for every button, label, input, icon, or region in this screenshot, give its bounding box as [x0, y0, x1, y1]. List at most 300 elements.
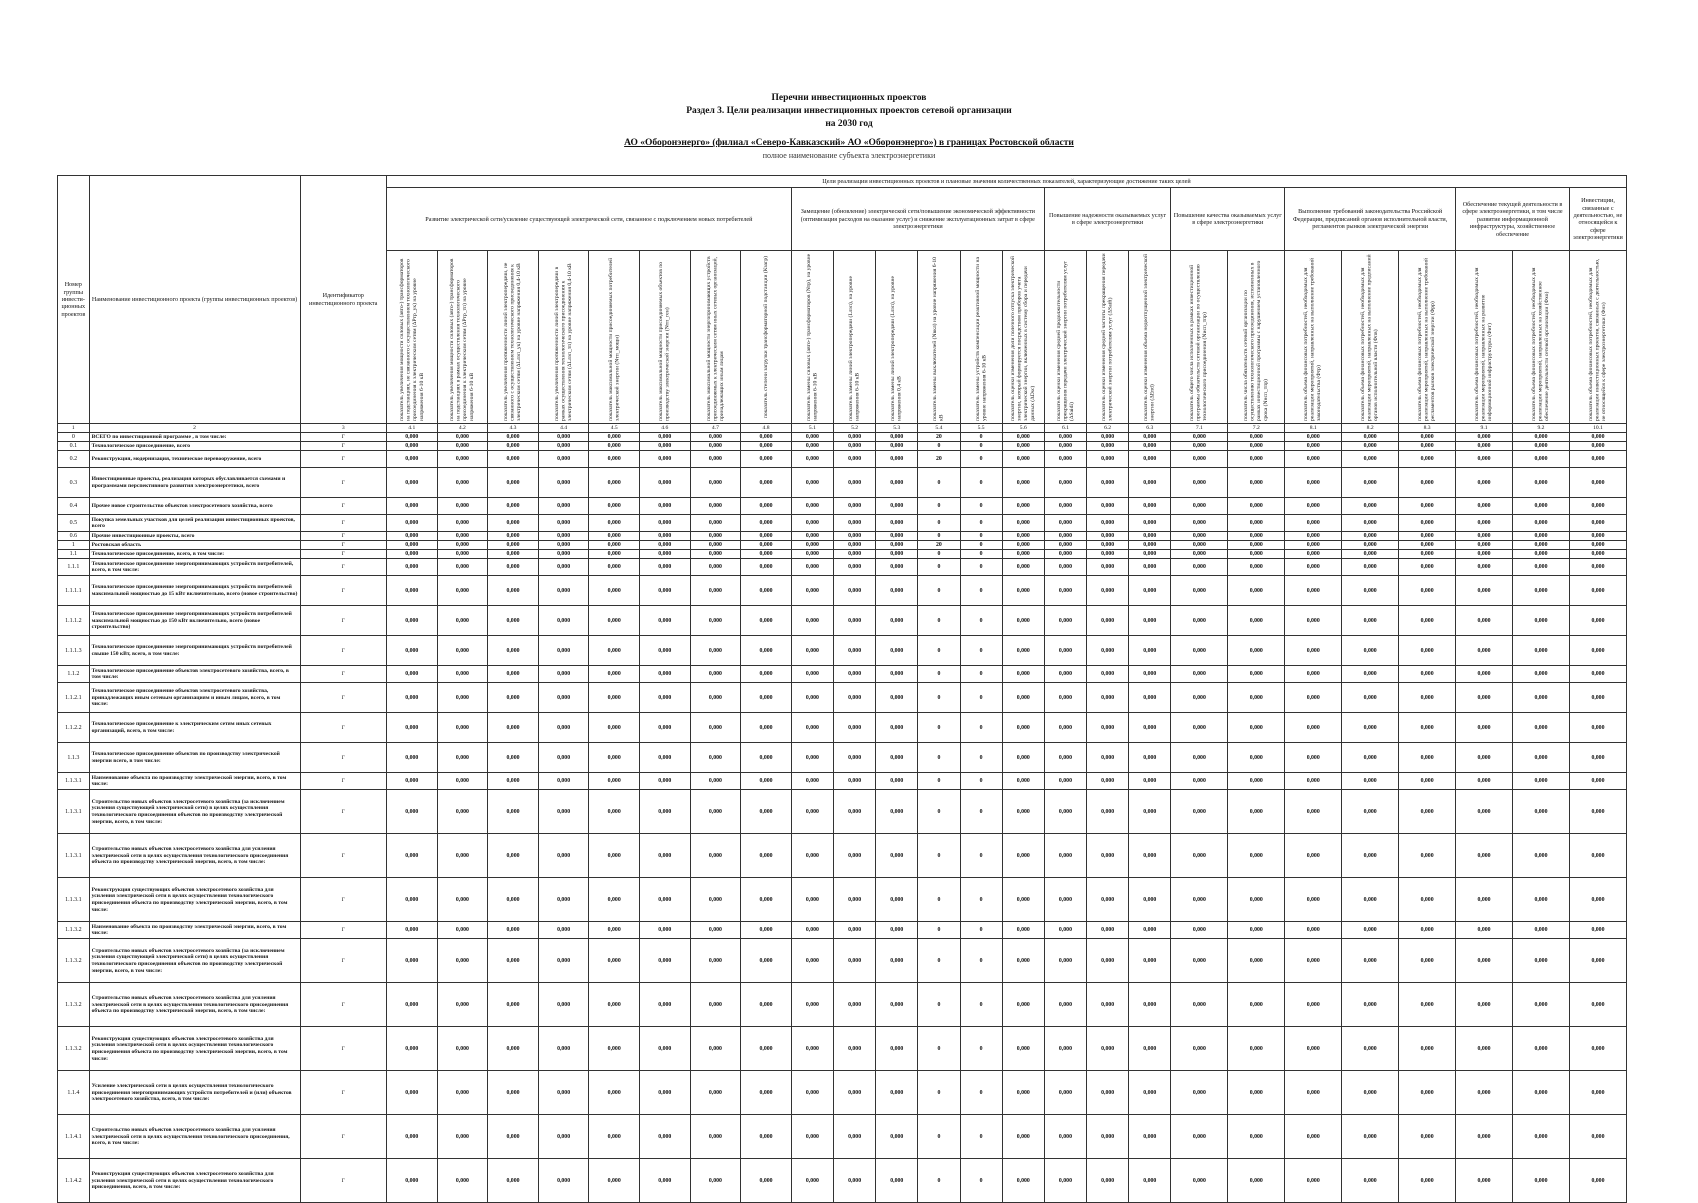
value-cell: 0,000 [1087, 790, 1129, 834]
column-index-cell: 4.1 [386, 424, 437, 433]
value-cell: 0,000 [1399, 468, 1456, 498]
value-cell: 0,000 [1569, 834, 1626, 878]
value-cell: 0,000 [1285, 442, 1342, 451]
value-cell: 0 [918, 468, 960, 498]
table-row [58, 1115, 1627, 1159]
value-cell: 0,000 [437, 834, 488, 878]
value-cell: 0,000 [1087, 743, 1129, 773]
indicator-header [690, 251, 741, 424]
row-identifier: Г [300, 498, 386, 515]
value-cell: 0,000 [690, 683, 741, 713]
table-row [58, 636, 1627, 666]
value-cell: 0,000 [437, 713, 488, 743]
value-cell: 0,000 [1044, 922, 1086, 939]
value-cell: 0,000 [1087, 515, 1129, 532]
indicator-header [1228, 251, 1285, 424]
value-cell: 0,000 [1513, 550, 1570, 559]
value-cell: 0,000 [589, 878, 640, 922]
value-cell: 0,000 [1129, 468, 1171, 498]
value-cell: 0,000 [1399, 451, 1456, 468]
row-name: Ростовская область [89, 541, 300, 550]
value-cell: 0,000 [1171, 541, 1228, 550]
value-cell: 0,000 [1171, 433, 1228, 442]
value-cell: 0,000 [1171, 515, 1228, 532]
value-cell: 0,000 [876, 468, 918, 498]
table-row [58, 878, 1627, 922]
value-cell: 0,000 [791, 433, 833, 442]
value-cell: 0,000 [437, 773, 488, 790]
value-cell: 0,000 [1228, 532, 1285, 541]
value-cell: 0,000 [538, 532, 589, 541]
row-number: 1.1.2.1 [58, 683, 90, 713]
value-cell: 0,000 [488, 939, 539, 983]
value-cell: 0,000 [1087, 559, 1129, 576]
value-cell: 0,000 [1285, 498, 1342, 515]
row-name: Усиление электрической сети в целях осуществления технологического присоединения энергопринимающих устройств потребителей и (или) объектов электросетевого хозяйства, всего, в том числе: [89, 1071, 300, 1115]
indicator-header [876, 251, 918, 424]
value-cell: 0 [960, 541, 1002, 550]
value-cell: 0,000 [690, 1071, 741, 1115]
indicator-header-text: показатель замены устройств компенсации реактивной мощности на уровне напряжения 6-10 кВ [974, 257, 988, 422]
value-cell: 0,000 [538, 498, 589, 515]
value-cell: 0,000 [1399, 939, 1456, 983]
document-title-block [0, 92, 1698, 161]
value-cell: 0,000 [690, 559, 741, 576]
table-row [58, 773, 1627, 790]
value-cell: 0,000 [1044, 498, 1086, 515]
value-cell: 0 [918, 666, 960, 683]
value-cell: 0,000 [876, 1159, 918, 1203]
value-cell: 0,000 [1456, 532, 1513, 541]
value-cell: 0,000 [1002, 576, 1044, 606]
value-cell: 0,000 [1513, 576, 1570, 606]
value-cell: 0,000 [437, 433, 488, 442]
value-cell: 0,000 [741, 1027, 792, 1071]
row-number: 1.1.3.2 [58, 922, 90, 939]
value-cell: 0,000 [1002, 606, 1044, 636]
table-row [58, 713, 1627, 743]
value-cell: 0,000 [538, 666, 589, 683]
value-cell: 0,000 [1342, 498, 1399, 515]
value-cell: 0 [918, 790, 960, 834]
indicator-header [741, 251, 792, 424]
value-cell: 0,000 [1129, 606, 1171, 636]
value-cell: 0,000 [741, 773, 792, 790]
value-cell: 0,000 [1044, 983, 1086, 1027]
value-cell: 0,000 [640, 1071, 691, 1115]
value-cell: 0,000 [1342, 433, 1399, 442]
row-identifier: Г [300, 442, 386, 451]
value-cell: 0,000 [538, 1071, 589, 1115]
value-cell: 0,000 [437, 1071, 488, 1115]
table-row [58, 550, 1627, 559]
value-cell: 0,000 [538, 743, 589, 773]
value-cell: 0,000 [1342, 1115, 1399, 1159]
value-cell: 0 [960, 451, 1002, 468]
value-cell: 0,000 [1285, 713, 1342, 743]
value-cell: 0,000 [876, 878, 918, 922]
value-cell: 0 [960, 713, 1002, 743]
value-cell: 0,000 [488, 559, 539, 576]
value-cell: 0,000 [1456, 834, 1513, 878]
row-number: 1 [58, 541, 90, 550]
indicator-header-text: показатель замены выключателей (Nвкл) на уровне напряжения 6-10 кВ [932, 257, 945, 422]
row-number: 0.6 [58, 532, 90, 541]
table-row [58, 498, 1627, 515]
value-cell: 0,000 [488, 790, 539, 834]
indicator-header-text: показатель общего числа исполненных в рамках инвестиционной программы обязательств сетевой организации по осуществлению технологического присоединения (Nисп_тпр) [1189, 264, 1209, 422]
value-cell: 0 [960, 773, 1002, 790]
value-cell: 0,000 [1342, 983, 1399, 1027]
table-row [58, 1159, 1627, 1203]
value-cell: 0,000 [1228, 451, 1285, 468]
value-cell: 0,000 [1569, 433, 1626, 442]
table-row [58, 790, 1627, 834]
value-cell: 0,000 [1228, 1115, 1285, 1159]
value-cell: 0,000 [690, 606, 741, 636]
value-cell: 0,000 [1456, 636, 1513, 666]
column-index-cell: 6.2 [1087, 424, 1129, 433]
value-cell: 0,000 [791, 1115, 833, 1159]
value-cell: 0 [960, 433, 1002, 442]
value-cell: 0 [918, 576, 960, 606]
value-cell: 0,000 [1002, 1159, 1044, 1203]
value-cell: 0,000 [589, 773, 640, 790]
value-cell: 0,000 [1129, 550, 1171, 559]
value-cell: 0,000 [741, 713, 792, 743]
row-identifier: Г [300, 1115, 386, 1159]
value-cell: 0,000 [1002, 515, 1044, 532]
table-row [58, 666, 1627, 683]
value-cell: 0,000 [1129, 983, 1171, 1027]
value-cell: 0,000 [1342, 666, 1399, 683]
value-cell: 0 [960, 442, 1002, 451]
value-cell: 0,000 [488, 1027, 539, 1071]
value-cell: 0 [960, 515, 1002, 532]
value-cell: 0,000 [1129, 922, 1171, 939]
row-number: 1.1.3.2 [58, 939, 90, 983]
value-cell: 0,000 [690, 713, 741, 743]
value-cell: 0,000 [1002, 983, 1044, 1027]
value-cell: 0,000 [640, 790, 691, 834]
value-cell: 0,000 [1569, 1071, 1626, 1115]
value-cell: 0,000 [1044, 433, 1086, 442]
row-name: Реконструкция существующих объектов электросетевого хозяйства для усиления электрической сети в целях осуществления технологического присоединения объекта по производству электрической энергии, всего, в том числе: [89, 878, 300, 922]
value-cell: 0,000 [1342, 515, 1399, 532]
value-cell: 0,000 [1171, 532, 1228, 541]
column-index-cell: 5.1 [791, 424, 833, 433]
value-cell: 0,000 [589, 939, 640, 983]
row-name: Строительство новых объектов электросетевого хозяйства (за исключением усиления существующей электрической сети) в целях осуществления технологического присоединения объектов по производству электрической энергии, всего, в том числе: [89, 939, 300, 983]
investment-goals-table [57, 175, 1627, 1203]
value-cell: 0,000 [1342, 451, 1399, 468]
value-cell: 0,000 [1044, 1159, 1086, 1203]
value-cell: 0,000 [386, 541, 437, 550]
row-number: 1.1.3.2 [58, 1027, 90, 1071]
row-name: ВСЕГО по инвестиционной программе , в том числе: [89, 433, 300, 442]
value-cell: 0,000 [1044, 666, 1086, 683]
value-cell: 0,000 [488, 713, 539, 743]
value-cell: 0,000 [876, 983, 918, 1027]
value-cell: 0,000 [640, 1159, 691, 1203]
value-cell: 0,000 [1087, 1027, 1129, 1071]
value-cell: 0,000 [1044, 532, 1086, 541]
value-cell: 0,000 [791, 790, 833, 834]
value-cell: 0,000 [1171, 1115, 1228, 1159]
value-cell: 0,000 [690, 666, 741, 683]
value-cell: 0,000 [1171, 1027, 1228, 1071]
row-identifier: Г [300, 683, 386, 713]
value-cell: 0,000 [1399, 606, 1456, 636]
value-cell: 0 [918, 878, 960, 922]
value-cell: 0,000 [1044, 559, 1086, 576]
value-cell: 0,000 [640, 1115, 691, 1159]
value-cell: 0,000 [741, 576, 792, 606]
indicator-header-text: показатель числа обязательств сетевой организации по осуществлению технологического присоединения, исполненных в рамках инвестиционной программы с нарушением установленного срока (Nнсп_тпр) [1243, 261, 1269, 422]
value-cell: 0,000 [1513, 498, 1570, 515]
value-cell: 0,000 [1285, 1159, 1342, 1203]
indicator-header-text: показатель объема финансовых потребностей, необходимых для реализации мероприятий, направленных на выполнение требований регламентов рынков электрической энергии (Фрр) [1417, 258, 1437, 422]
indicator-header [1513, 251, 1570, 424]
table-row [58, 683, 1627, 713]
value-cell: 0,000 [834, 550, 876, 559]
value-cell: 0,000 [488, 433, 539, 442]
value-cell: 0,000 [834, 515, 876, 532]
row-identifier: Г [300, 541, 386, 550]
value-cell: 0,000 [1569, 939, 1626, 983]
value-cell: 0,000 [1342, 559, 1399, 576]
value-cell: 0,000 [538, 559, 589, 576]
value-cell: 0,000 [1002, 878, 1044, 922]
value-cell: 0,000 [1228, 878, 1285, 922]
value-cell: 0,000 [1171, 559, 1228, 576]
value-cell: 0,000 [1171, 550, 1228, 559]
row-number: 1.1.1.2 [58, 606, 90, 636]
value-cell: 0,000 [1456, 1115, 1513, 1159]
indicator-header-text: показатель объема финансовых потребностей, необходимых для реализации мероприятий, направленных на хозяйственное обеспечение деятельности сетевой организации (Фхо) [1531, 267, 1551, 422]
value-cell: 0,000 [1129, 790, 1171, 834]
value-cell: 0,000 [1513, 532, 1570, 541]
value-cell: 0 [918, 939, 960, 983]
value-cell: 0,000 [791, 1027, 833, 1071]
row-identifier: Г [300, 743, 386, 773]
value-cell: 0,000 [538, 515, 589, 532]
indicator-header [1171, 251, 1228, 424]
value-cell: 0,000 [1228, 606, 1285, 636]
value-cell: 0,000 [834, 1159, 876, 1203]
value-cell: 0,000 [834, 1071, 876, 1115]
value-cell: 0,000 [538, 606, 589, 636]
value-cell: 0,000 [1171, 606, 1228, 636]
value-cell: 0,000 [690, 433, 741, 442]
value-cell: 0,000 [876, 922, 918, 939]
value-cell: 0,000 [1129, 939, 1171, 983]
indicator-header [1399, 251, 1456, 424]
value-cell: 0,000 [437, 532, 488, 541]
row-number: 1.1.3 [58, 743, 90, 773]
value-cell: 0,000 [791, 939, 833, 983]
value-cell: 0,000 [1002, 790, 1044, 834]
column-index-cell: 5.6 [1002, 424, 1044, 433]
value-cell: 0 [960, 790, 1002, 834]
value-cell: 0,000 [791, 713, 833, 743]
value-cell: 0,000 [1569, 1159, 1626, 1203]
indicator-header-text: показатель увеличения мощности силовых (авто-) трансформаторов на подстанциях в рамках осуществления технологического присоединения к электрическим сетям (ΔPтр_тп) на уровне напряжения 6-10 кВ [449, 258, 475, 422]
value-cell: 0,000 [1513, 666, 1570, 683]
value-cell: 0,000 [386, 433, 437, 442]
value-cell: 0,000 [589, 1027, 640, 1071]
value-cell: 0,000 [1399, 922, 1456, 939]
value-cell: 0,000 [538, 683, 589, 713]
value-cell: 0,000 [1129, 713, 1171, 743]
indicator-header-text: показатель максимальной мощности присоединяемых потребителей электрической энергии (Nтп_мощн) [607, 258, 621, 422]
column-index-cell: 4.7 [690, 424, 741, 433]
value-cell: 0,000 [437, 683, 488, 713]
value-cell: 0,000 [690, 878, 741, 922]
value-cell: 0,000 [538, 922, 589, 939]
value-cell: 0,000 [386, 451, 437, 468]
value-cell: 0,000 [1087, 983, 1129, 1027]
value-cell: 0,000 [538, 939, 589, 983]
value-cell: 0,000 [876, 636, 918, 666]
value-cell: 0,000 [741, 433, 792, 442]
value-cell: 0,000 [834, 451, 876, 468]
value-cell: 0,000 [1399, 532, 1456, 541]
value-cell: 0,000 [1285, 922, 1342, 939]
value-cell: 0,000 [437, 576, 488, 606]
value-cell: 0,000 [690, 983, 741, 1027]
indicator-header [437, 251, 488, 424]
value-cell: 0,000 [1285, 666, 1342, 683]
value-cell: 0,000 [741, 1071, 792, 1115]
indicator-header-text: показатель увеличения протяженности линий электропередачи, не связанного с осуществлением технологического присоединения к электрическим сетям (ΔLлэп_ук) на уровне напряжения 0,4-10 кВ [503, 263, 523, 422]
row-number: 1.1.3.2 [58, 983, 90, 1027]
value-cell: 0,000 [1399, 550, 1456, 559]
row-number: 0.5 [58, 515, 90, 532]
value-cell: 0,000 [1285, 878, 1342, 922]
row-name: Инвестиционные проекты, реализация которых обуславливается схемами и программами перспективного развития электроэнергетики, всего [89, 468, 300, 498]
value-cell: 0,000 [1513, 606, 1570, 636]
column-index-cell: 5.2 [834, 424, 876, 433]
value-cell: 0,000 [1044, 743, 1086, 773]
row-number: 0.4 [58, 498, 90, 515]
value-cell: 0,000 [1171, 468, 1228, 498]
value-cell: 0 [918, 773, 960, 790]
value-cell: 0,000 [538, 878, 589, 922]
value-cell: 0,000 [1456, 790, 1513, 834]
row-identifier: Г [300, 451, 386, 468]
value-cell: 0,000 [1228, 1027, 1285, 1071]
value-cell: 0,000 [1044, 541, 1086, 550]
row-identifier: Г [300, 576, 386, 606]
value-cell: 0,000 [876, 666, 918, 683]
value-cell: 0,000 [386, 559, 437, 576]
value-cell: 0,000 [690, 1115, 741, 1159]
table-row [58, 468, 1627, 498]
value-cell: 0,000 [1285, 1071, 1342, 1115]
value-cell: 0,000 [640, 773, 691, 790]
value-cell: 0,000 [1342, 939, 1399, 983]
value-cell: 0,000 [834, 1115, 876, 1159]
value-cell: 0,000 [1129, 576, 1171, 606]
value-cell: 0,000 [791, 451, 833, 468]
value-cell: 0,000 [1342, 922, 1399, 939]
value-cell: 0,000 [640, 713, 691, 743]
value-cell: 0,000 [741, 606, 792, 636]
value-cell: 0,000 [690, 939, 741, 983]
value-cell: 0,000 [1456, 666, 1513, 683]
value-cell: 0,000 [488, 683, 539, 713]
value-cell: 0,000 [386, 713, 437, 743]
column-index-cell: 8.1 [1285, 424, 1342, 433]
value-cell: 0,000 [1285, 773, 1342, 790]
value-cell: 0,000 [1513, 773, 1570, 790]
value-cell: 0 [960, 878, 1002, 922]
value-cell: 0,000 [690, 790, 741, 834]
value-cell: 0,000 [1228, 442, 1285, 451]
value-cell: 0,000 [834, 433, 876, 442]
column-index-cell: 3 [300, 424, 386, 433]
value-cell: 0,000 [1569, 922, 1626, 939]
row-identifier: Г [300, 468, 386, 498]
value-cell: 0,000 [386, 666, 437, 683]
value-cell: 0,000 [791, 683, 833, 713]
value-cell: 0,000 [437, 541, 488, 550]
value-cell: 0,000 [1569, 576, 1626, 606]
value-cell: 0,000 [834, 922, 876, 939]
table-row [58, 939, 1627, 983]
indicator-header-text: показатель оценки изменения средней частоты прекращения передачи электрической энергии потребителям услуг (ΔSaifi) [1101, 253, 1114, 422]
value-cell: 0,000 [834, 666, 876, 683]
column-index-cell: 7.2 [1228, 424, 1285, 433]
value-cell: 0,000 [640, 922, 691, 939]
value-cell: 0,000 [1002, 834, 1044, 878]
value-cell: 0,000 [834, 468, 876, 498]
value-cell: 0,000 [1129, 834, 1171, 878]
indicator-header-text: показатель увеличения мощности силовых (авто-) трансформаторов на подстанциях, не связанного с осуществлением технологического присоединения к электрическим сетям (ΔPтр_ук) на уровне напряжения 6-10 кВ [398, 258, 425, 422]
goal-group-header: Замещение (обновление) электрической сети/повышение экономической эффективности (оптимизация расходов на оказание услуг) и снижение эксплуатационных затрат в сфере электроэнергетики [791, 188, 1044, 251]
value-cell: 0,000 [488, 442, 539, 451]
row-name: Технологическое присоединение, всего, в том числе: [89, 550, 300, 559]
value-cell: 0,000 [1569, 878, 1626, 922]
value-cell: 0,000 [1087, 550, 1129, 559]
value-cell: 0,000 [876, 790, 918, 834]
value-cell: 0,000 [791, 606, 833, 636]
value-cell: 0,000 [1228, 515, 1285, 532]
value-cell: 0,000 [1342, 878, 1399, 922]
value-cell: 0 [960, 559, 1002, 576]
value-cell: 0,000 [1285, 743, 1342, 773]
value-cell: 0,000 [589, 834, 640, 878]
indicator-header-text: показатель замены линий электропередачи (Lлэп), на уровне напряжения 6-10 кВ [847, 276, 861, 422]
indicator-header-text: показатель замены линий электропередачи (Lлэп), на уровне напряжения 0,4 кВ [890, 276, 903, 422]
value-cell: 0,000 [386, 636, 437, 666]
value-cell: 0,000 [1456, 683, 1513, 713]
value-cell: 0,000 [1044, 1071, 1086, 1115]
row-name: Строительство новых объектов электросетевого хозяйства для усиления электрической сети в целях осуществления технологического присоединения объекта по производству электрической энергии, всего, в том числе: [89, 983, 300, 1027]
value-cell: 20 [918, 451, 960, 468]
value-cell: 0,000 [589, 468, 640, 498]
row-name: Реконструкция, модернизация, техническое перевооружение, всего [89, 451, 300, 468]
value-cell: 0,000 [1002, 683, 1044, 713]
value-cell: 0,000 [1456, 550, 1513, 559]
value-cell: 0,000 [488, 834, 539, 878]
value-cell: 0,000 [640, 468, 691, 498]
value-cell: 0,000 [1569, 468, 1626, 498]
value-cell: 0,000 [690, 773, 741, 790]
value-cell: 0,000 [538, 636, 589, 666]
column-index-cell: 8.3 [1399, 424, 1456, 433]
